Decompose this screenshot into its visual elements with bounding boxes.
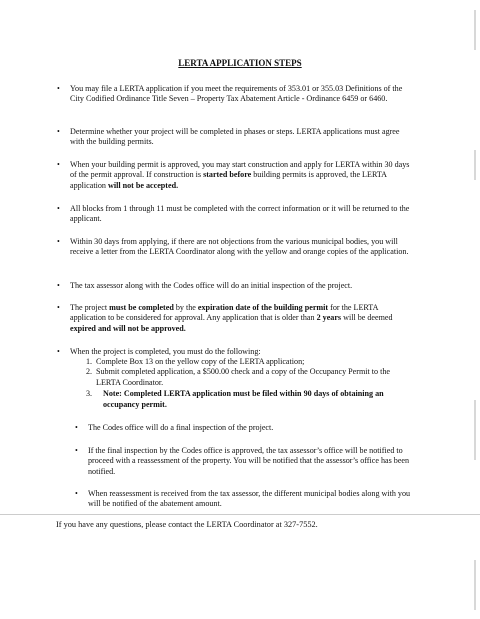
step-text: Complete Box 13 on the yellow copy of the LERTA application; xyxy=(96,357,305,366)
footer-contact: If you have any questions, please contact the LERTA Coordinator at 327-7552. xyxy=(56,520,318,529)
item-text: You may file a LERTA application if you meet the requirements of 353.01 or 355.03 Definitions of the City Codified Ordinance Title Seven – Property Tax Abatement Article - Ordinance 6459 or 6460. xyxy=(70,84,403,104)
list-item xyxy=(57,281,410,291)
item-text: building permits is approved, the LERTA application xyxy=(70,170,387,190)
step-number: 2. xyxy=(86,367,93,377)
item-text: Within 30 days from applying, if there are not objections from the various municipal bodies, you will receive a letter from the LERTA Coordinator along with the yellow and orange copies of the application. xyxy=(70,237,409,257)
list-item xyxy=(57,237,410,258)
item-text: All blocks from 1 through 11 must be completed with the correct information or it will be returned to the applicant. xyxy=(70,204,410,224)
document-title: LERTA APPLICATION STEPS xyxy=(178,58,302,68)
sub-list-item xyxy=(75,489,414,510)
item-text: The project xyxy=(70,303,110,312)
item-emphasis: expired and will not be approved. xyxy=(70,323,186,333)
step-text: Submit completed application, a $500.00 check and a copy of the Occupancy Permit to the LERTA Coordinator. xyxy=(96,367,390,387)
bullet-icon: • xyxy=(57,204,60,213)
bullet-icon: • xyxy=(57,160,60,169)
item-text: The Codes office will do a final inspection of the project. xyxy=(88,423,274,432)
item-text: by the xyxy=(173,303,198,312)
item-emphasis: 2 years xyxy=(316,313,342,323)
bullet-icon: • xyxy=(57,281,60,290)
item-text: Determine whether your project will be completed in phases or steps. LERTA applications must agree with the building permits. xyxy=(70,127,400,147)
step-number: 3. xyxy=(86,389,93,399)
list-item xyxy=(57,204,410,225)
list-item xyxy=(57,160,410,191)
item-text: When reassessment is received from the tax assessor, the different municipal bodies along with you will be notified of the abatement amount. xyxy=(88,489,411,509)
step-item xyxy=(86,357,416,367)
list-item xyxy=(57,303,410,334)
bullet-icon: • xyxy=(75,446,78,455)
numbered-steps xyxy=(86,357,416,410)
scan-edge-mark xyxy=(474,10,476,50)
step-number: 1. xyxy=(86,357,93,366)
step-item xyxy=(86,367,416,388)
divider xyxy=(0,514,480,515)
bullet-icon: • xyxy=(57,347,60,356)
item-text: When your building permit is approved, you may start construction and apply for LERTA within 30 days of the permit approval. If construction is xyxy=(70,160,410,180)
scan-edge-mark xyxy=(474,560,476,610)
step-item xyxy=(86,389,416,410)
item-emphasis: expiration date of the building permit xyxy=(197,303,329,312)
list-item xyxy=(57,84,410,105)
note-label: Note: xyxy=(103,389,122,399)
scan-edge-mark xyxy=(474,400,476,460)
list-item xyxy=(57,127,410,148)
scan-edge-mark xyxy=(474,150,476,180)
bullet-icon: • xyxy=(75,489,78,498)
item-text: When the project is completed, you must do the following: xyxy=(70,347,261,356)
item-emphasis: must be completed xyxy=(109,303,174,312)
item-text: If the final inspection by the Codes office is approved, the tax assessor’s office will be notified to proceed with a reassessment of the property. You will be notified that the assessor’s office has been notified. xyxy=(88,446,410,476)
item-text: will be deemed xyxy=(341,313,393,323)
sub-list-item xyxy=(75,423,414,433)
item-emphasis: will not be accepted. xyxy=(107,180,179,190)
bullet-icon: • xyxy=(57,237,60,246)
list-item xyxy=(57,347,410,357)
bullet-icon: • xyxy=(75,423,78,432)
item-text: The tax assessor along with the Codes office will do an initial inspection of the project. xyxy=(70,281,353,290)
bullet-icon: • xyxy=(57,84,60,93)
item-text: for the LERTA application to be considered for approval. Any application that is older than xyxy=(70,303,378,323)
item-emphasis: started before xyxy=(203,170,252,180)
bullet-icon: • xyxy=(57,127,60,136)
note-text: Completed LERTA application must be filed within 90 days of obtaining an occupancy permit. xyxy=(103,389,384,409)
bullet-icon: • xyxy=(57,303,60,312)
sub-list-item xyxy=(75,446,414,477)
